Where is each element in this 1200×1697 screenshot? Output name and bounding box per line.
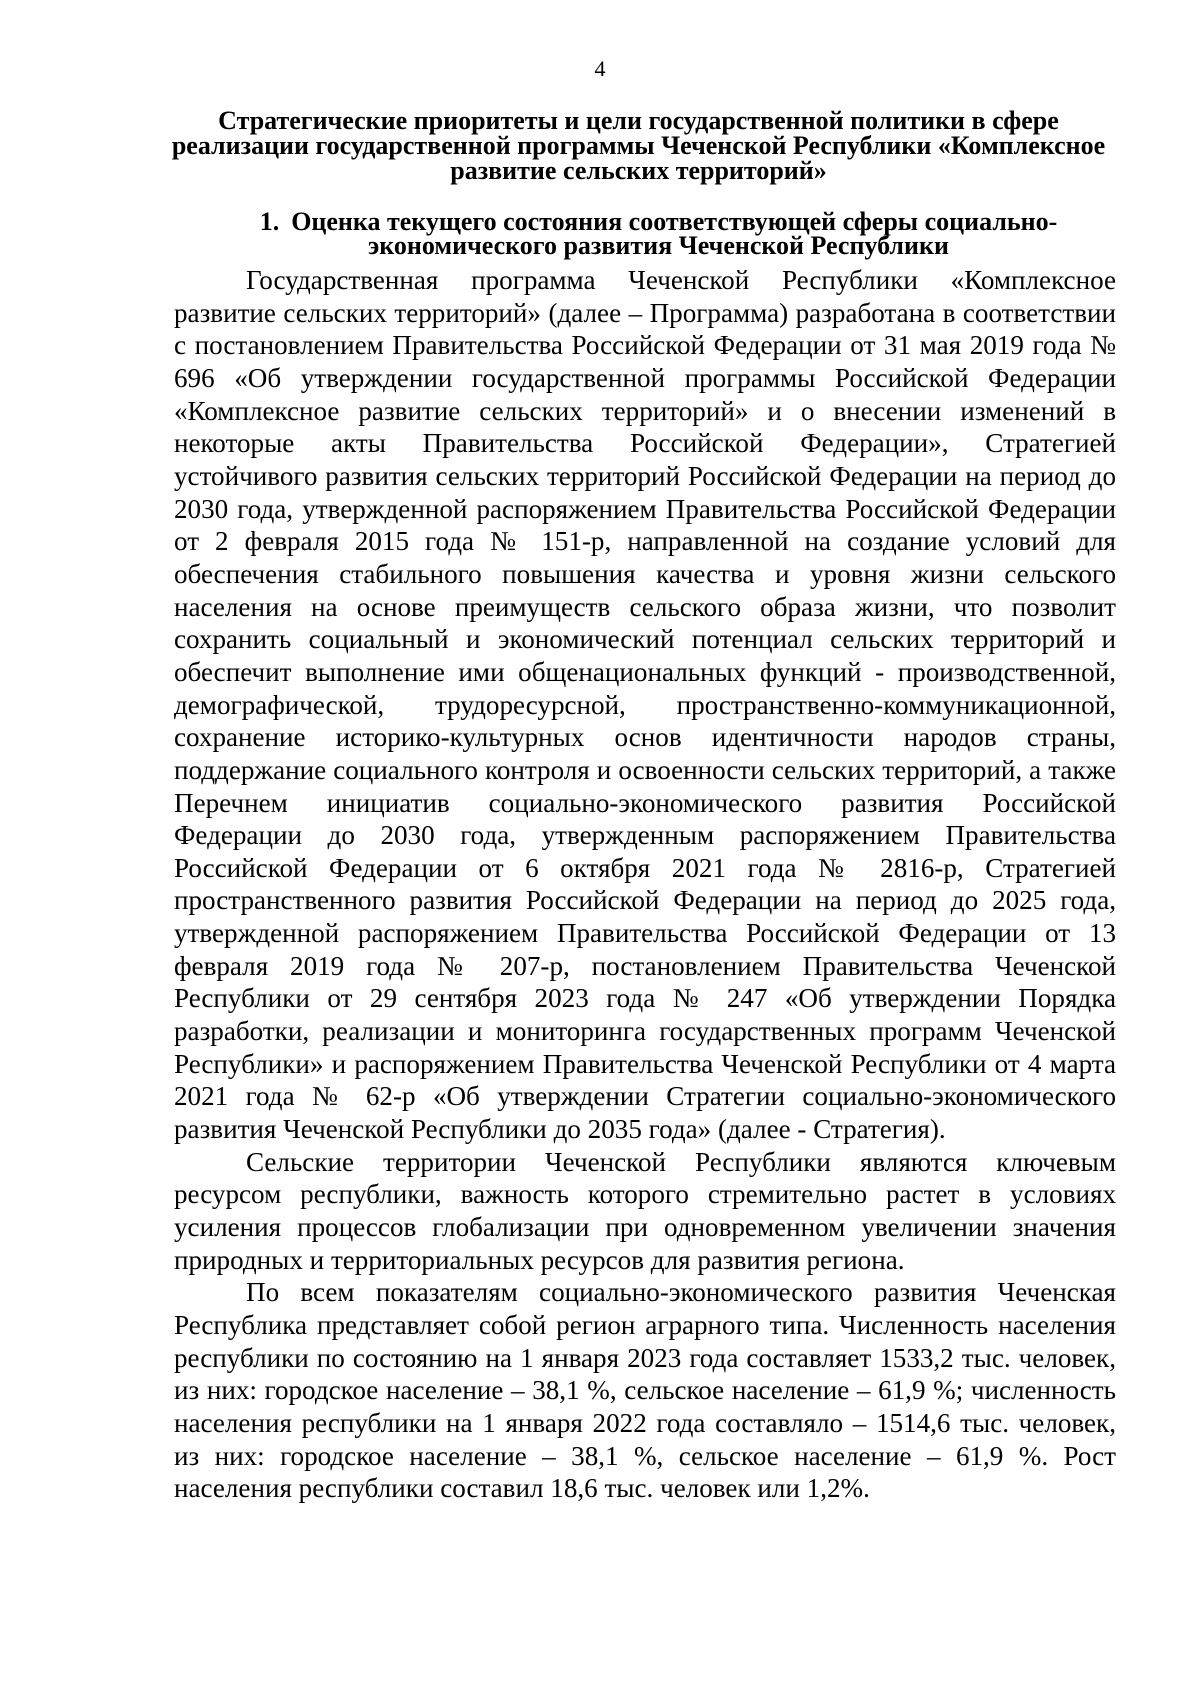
section-number: 1. — [259, 207, 280, 236]
document-title: Стратегические приоритеты и цели государственной политики в сфере реализации государственной программы Чеченской Республики «Комплексное развитие сельских территорий» — [171, 106, 1106, 185]
section-heading — [200, 207, 1117, 260]
paragraph-population: По всем показателям социально-экономического развития Чеченская Республика представляет собой регион аграрного типа. Численность населения республики по состоянию на 1 января 2023 года составляет 1533,2 тыс. человек, из них: городское население – 38,1 %, сельское население – 61,9 %; численность населения республики на 1 января 2022 года составляло – 1514,6 тыс. человек, из них: городское население – 38,1 %, сельское население – 61,9 %. Рост населения республики составил 18,6 тыс. человек или 1,2%. — [174, 1277, 1116, 1504]
section-heading-text: Оценка текущего состояния соответствующей сферы социально-экономического развития Чеченской Республики — [291, 207, 1058, 260]
paragraph-program-basis: Государственная программа Чеченской Республики «Комплексное развитие сельских территорий» (далее – Программа) разработана в соответствии с постановлением Правительства Российской Федерации от 31 мая 2019 года № 696 «Об утверждении государственной программы Российской Федерации «Комплексное развитие сельских территорий» и о внесении изменений в некоторые акты Правительства Российской Федерации», Стратегией устойчивого развития сельских территорий Российской Федерации на период до 2030 года, утвержденной распоряжением Правительства Российской Федерации от 2 февраля 2015 года № 151-р, направленной на создание условий для обеспечения стабильного повышения качества и уровня жизни сельского населения на основе преимуществ сельского образа жизни, что позволит сохранить социальный и экономический потенциал сельских территорий и обеспечит выполнение ими общенациональных функций - производственной, демографической, трудоресурсной, пространственно-коммуникационной, сохранение историко-культурных основ идентичности народов страны, поддержание социального контроля и освоенности сельских территорий, а также Перечнем инициатив социально-экономического развития Российской Федерации до 2030 года, утвержденным распоряжением Правительства Российской Федерации от 6 октября 2021 года № 2816-р, Стратегией пространственного развития Российской Федерации на период до 2025 года, утвержденной распоряжением Правительства Российской Федерации от 13 февраля 2019 года № 207-р, постановлением Правительства Чеченской Республики от 29 сентября 2023 года № 247 «Об утверждении Порядка разработки, реализации и мониторинга государственных программ Чеченской Республики» и распоряжением Правительства Чеченской Республики от 4 марта 2021 года № 62-р «Об утверждении Стратегии социально-экономического развития Чеченской Республики до 2035 года» (далее - Стратегия). — [174, 265, 1116, 1145]
paragraph-rural-territories: Сельские территории Чеченской Республики являются ключевым ресурсом республики, важность которого стремительно растет в условиях усиления процессов глобализации при одновременном увеличении значения природных и территориальных ресурсов для развития региона. — [174, 1146, 1116, 1275]
body-text — [174, 264, 1116, 1505]
page-number: 4 — [594, 56, 606, 81]
